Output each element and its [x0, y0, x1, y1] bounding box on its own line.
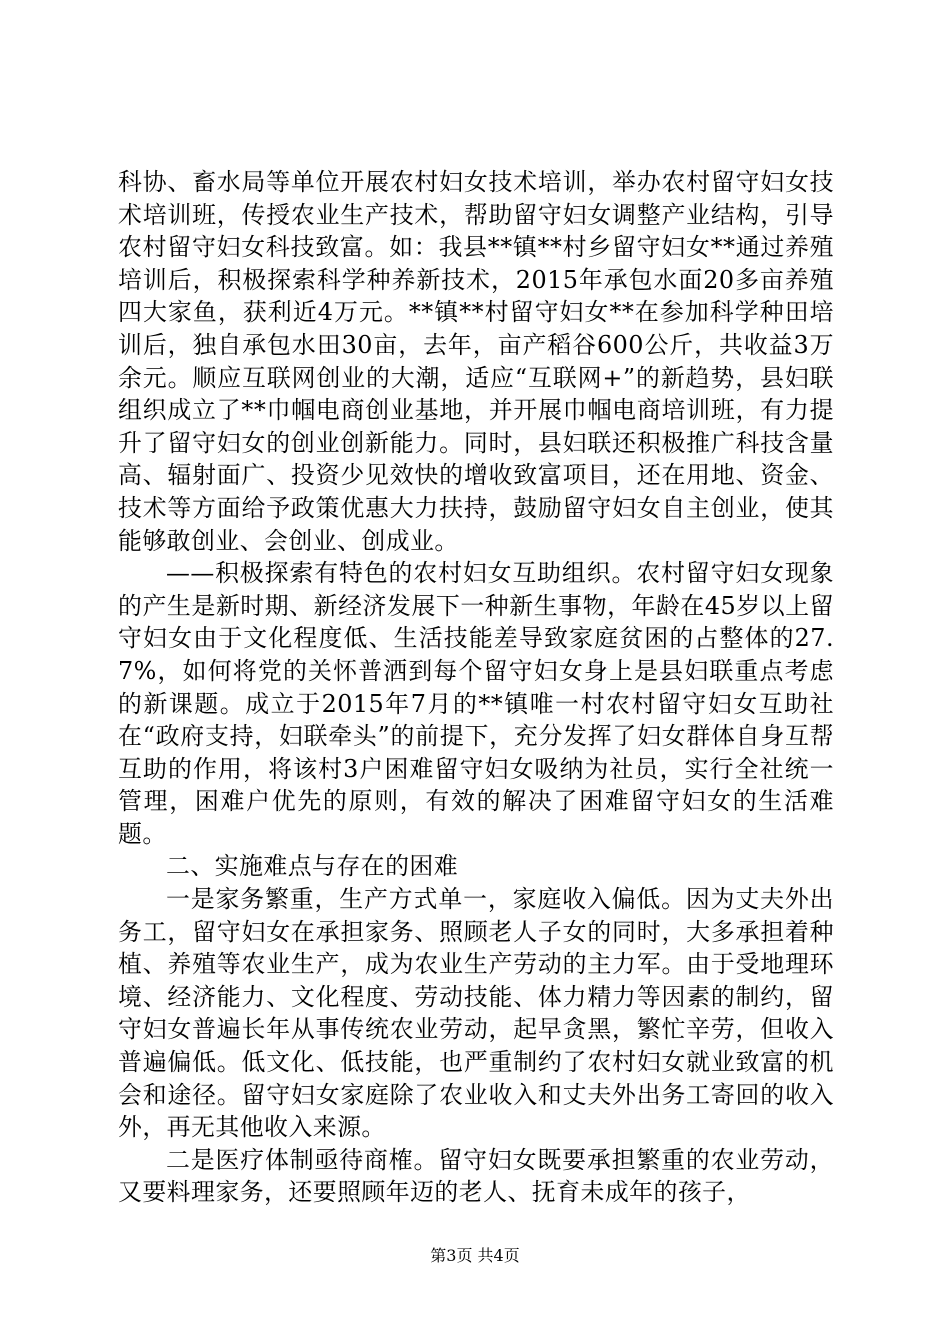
paragraph-mutual-aid: ——积极探索有特色的农村妇女互助组织。农村留守妇女现象的产生是新时期、新经济发展下一种新生事物，年龄在45岁以上留守妇女由于文化程度低、生活技能差导致家庭贫困的占整体的27.7%，如何将党的关怀普洒到每个留守妇女身上是县妇联重点考虑的新课题。成立于2015年7月的**镇唯一村农村留守妇女互助社在“政府支持，妇联牵头”的前提下，充分发挥了妇女群体自身互帮互助的作用，将该村3户困难留守妇女吸纳为社员，实行全社统一管理，困难户优先的原则，有效的解决了困难留守妇女的生活难题。 — [118, 559, 834, 848]
paragraph-tech-training: 科协、畜水局等单位开展农村妇女技术培训，举办农村留守妇女技术培训班，传授农业生产技术，帮助留守妇女调整产业结构，引导农村留守妇女科技致富。如：我县**镇**村乡留守妇女**通过养殖培训后，积极探索科学种养新技术，2015年承包水面20多亩养殖四大家鱼，获利近4万元。**镇**村留守妇女**在参加科学种田培训后，独自承包水田30亩，去年，亩产稻谷600公斤，共收益3万余元。顺应互联网创业的大潮，适应“互联网+”的新趋势，县妇联组织成立了**巾帼电商创业基地，并开展巾帼电商培训班，有力提升了留守妇女的创业创新能力。同时，县妇联还积极推广科技含量高、辐射面广、投资少见效快的增收致富项目，还在用地、资金、技术等方面给予政策优惠大力扶持，鼓励留守妇女自主创业，使其能够敢创业、会创业、创成业。 — [118, 168, 834, 555]
page-footer: 第3页 共4页 — [430, 1246, 520, 1265]
section-heading-difficulties: 二、实施难点与存在的困难 — [166, 852, 459, 881]
paragraph-housework-income: 一是家务繁重，生产方式单一，家庭收入偏低。因为丈夫外出务工，留守妇女在承担家务、照顾老人子女的同时，大多承担着种植、养殖等农业生产，成为农业生产劳动的主力军。由于受地理环境、经济能力、文化程度、劳动技能、体力精力等因素的制约，留守妇女普遍长年从事传统农业劳动，起早贪黑，繁忙辛劳，但收入普遍偏低。低文化、低技能，也严重制约了农村妇女就业致富的机会和途径。留守妇女家庭除了农业收入和丈夫外出务工寄回的收入外，再无其他收入来源。 — [118, 885, 834, 1142]
paragraph-medical-system: 二是医疗体制亟待商榷。留守妇女既要承担繁重的农业劳动，又要料理家务，还要照顾年迈的老人、抚育未成年的孩子， — [118, 1145, 834, 1207]
document-body — [118, 166, 834, 1209]
